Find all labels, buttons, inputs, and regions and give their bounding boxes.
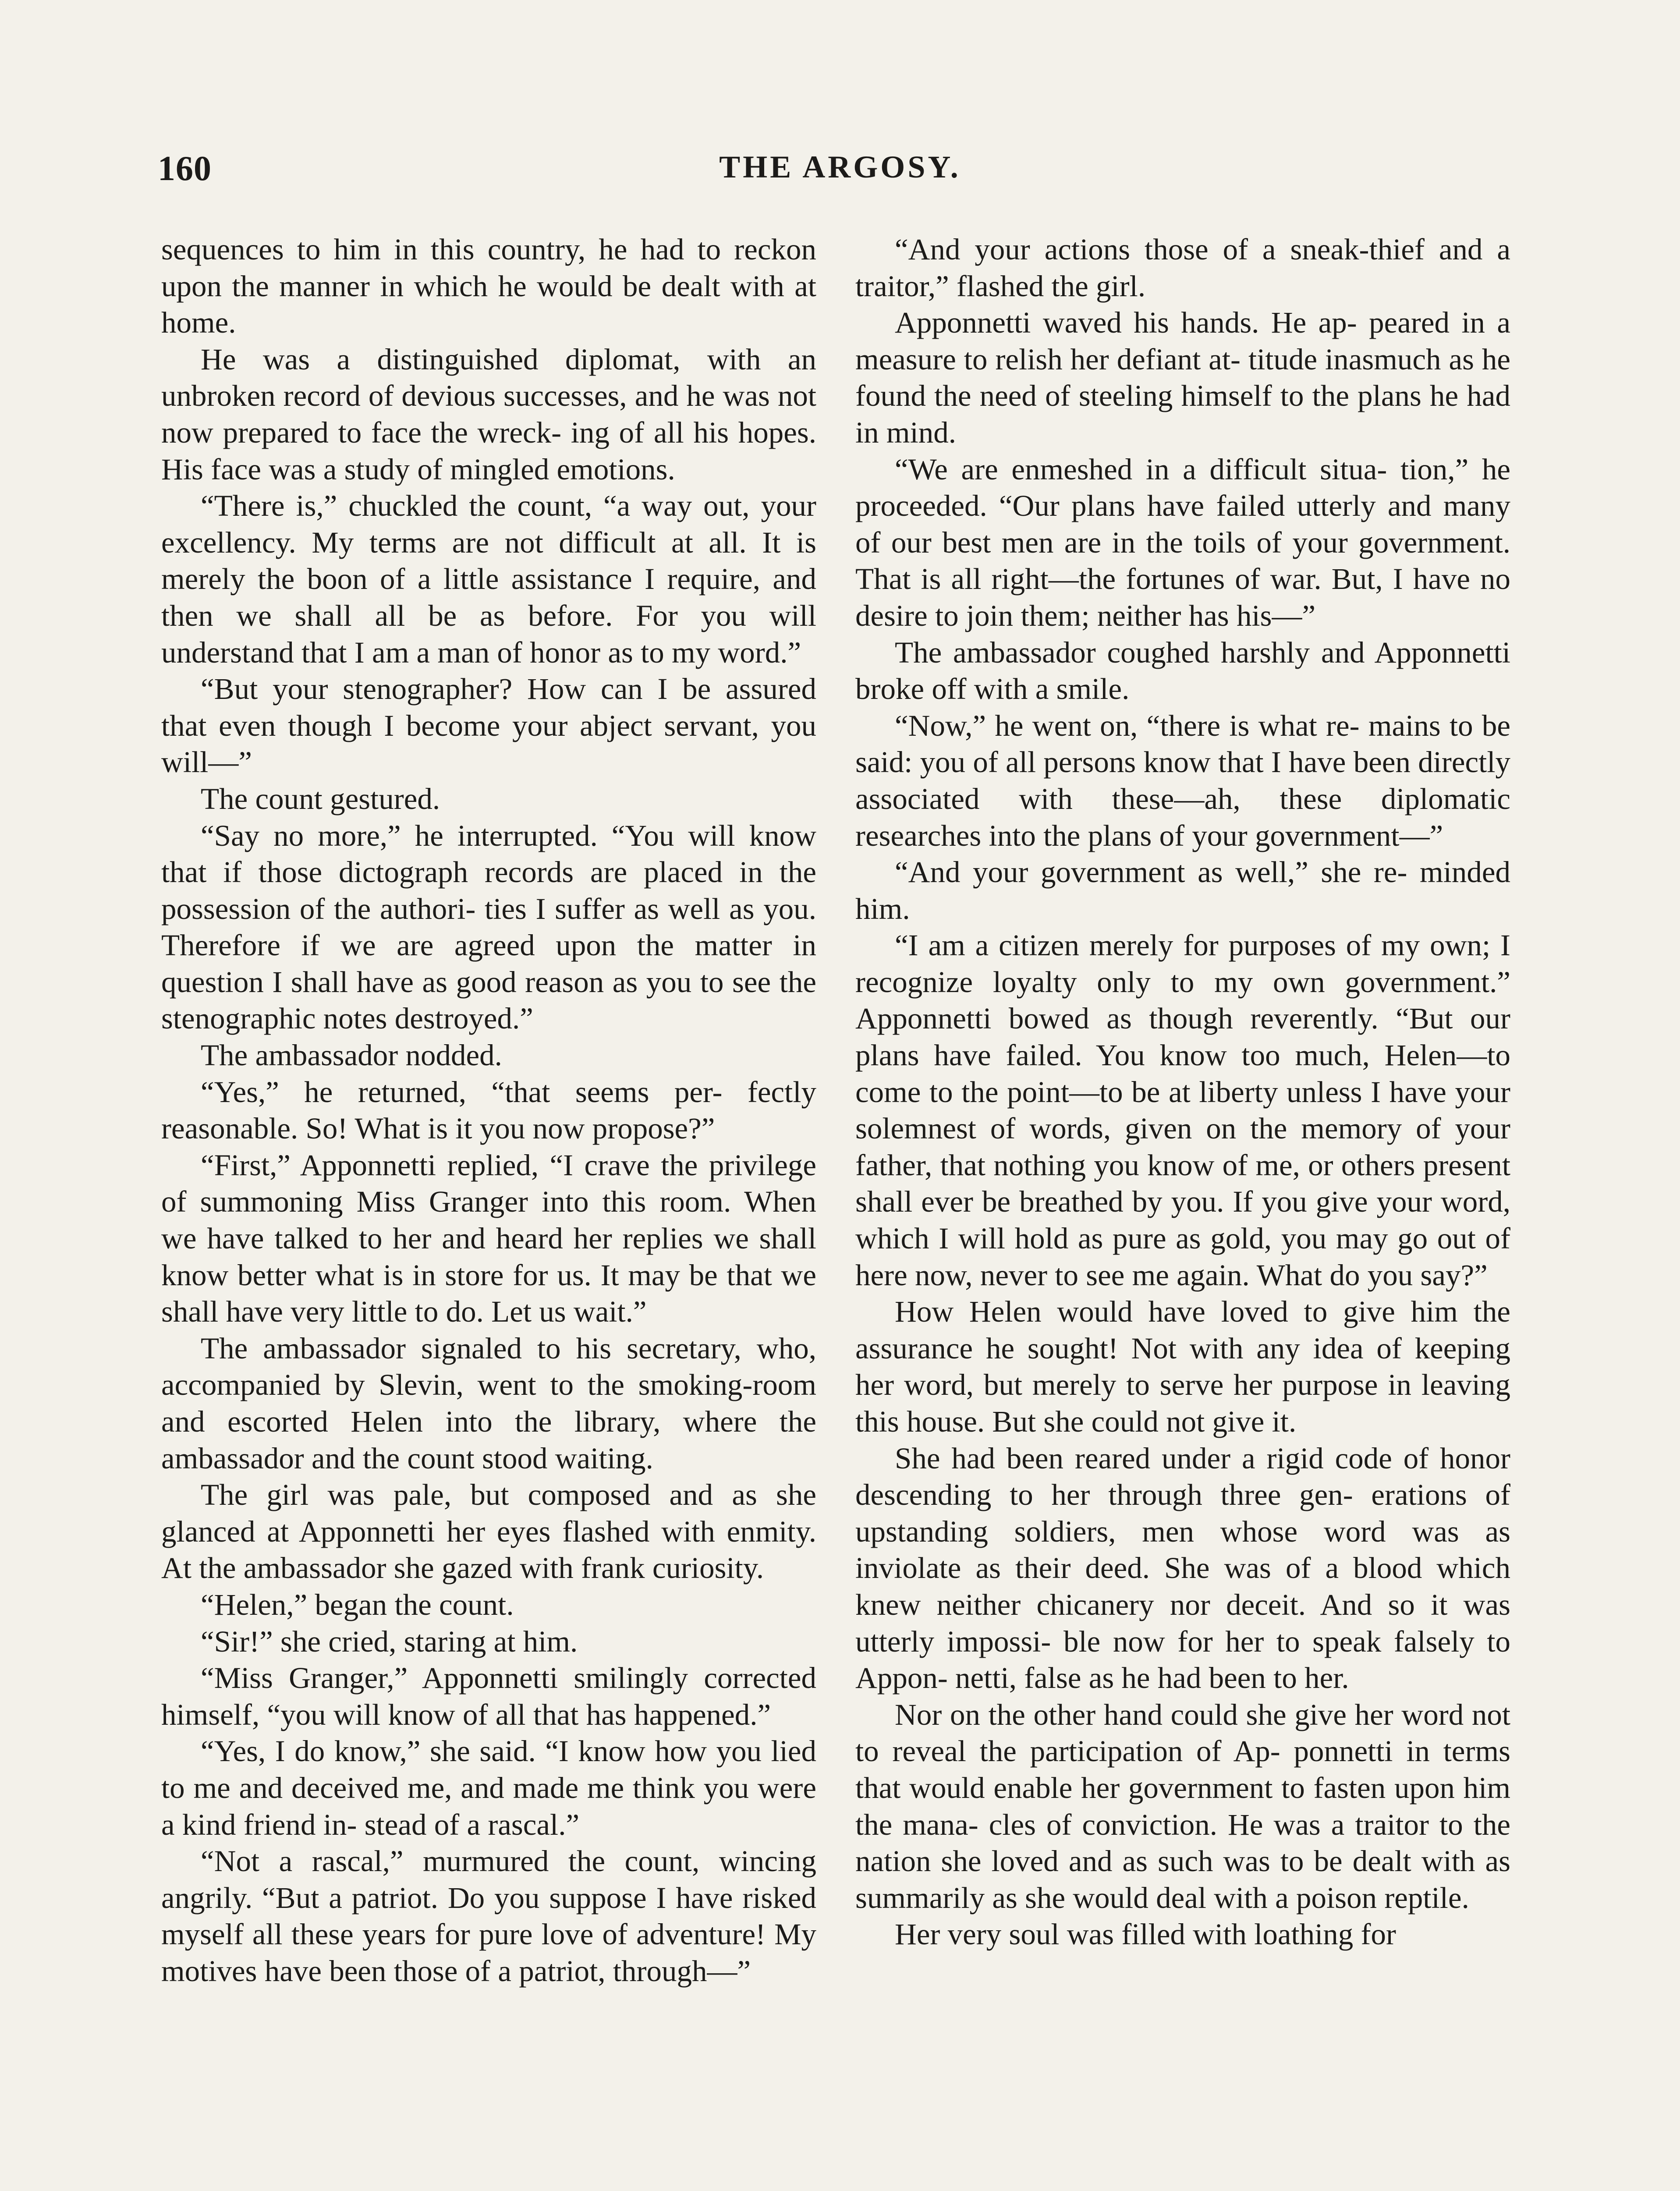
paragraph: He was a distinguished diplomat, with an unbroken record of devious successes, and he was not now prepared to face the wreck- ing of all his hopes. His face was a study of mingled emotions. <box>161 342 816 486</box>
paragraph: “We are enmeshed in a difficult situa- tion,” he proceeded. “Our plans have failed utterly and many of our best men are in the toils of your government. That is all right—the fortunes of war. But, I have no desire to join them; neither has his—” <box>855 452 1510 632</box>
left-column <box>161 231 816 2191</box>
paragraph: The ambassador signaled to his secretary, who, accompanied by Slevin, went to the smoking-room and escorted Helen into the library, where the ambassador and the count stood waiting. <box>161 1331 816 1475</box>
paragraph: “And your actions those of a sneak-thief and a traitor,” flashed the girl. <box>855 233 1510 303</box>
paragraph: “Sir!” she cried, staring at him. <box>201 1624 578 1658</box>
paragraph: “Yes,” he returned, “that seems per- fectly reasonable. So! What is it you now propose?” <box>161 1075 816 1145</box>
paragraph: The girl was pale, but composed and as she glanced at Apponnetti her eyes flashed with enmity. At the ambassador she gazed with frank curiosity. <box>161 1478 816 1585</box>
running-title: THE ARGOSY. <box>719 149 961 184</box>
paragraph: “Now,” he went on, “there is what re- mains to be said: you of all persons know that I have been directly associated with these—ah, these diplomatic researches into the plans of your government—” <box>855 709 1510 852</box>
paragraph: The ambassador coughed harshly and Apponnetti broke off with a smile. <box>855 635 1510 706</box>
paragraph: Apponnetti waved his hands. He ap- peared in a measure to relish her defiant at- titude inasmuch as he found the need of steeling himself to the plans he had in mind. <box>855 306 1510 449</box>
paragraph: Nor on the other hand could she give her word not to reveal the participation of Ap- ponnetti in terms that would enable her government to fasten upon him the mana- cles of conviction. He was a traitor to the nation she loved and as such was to be dealt with as summarily as she would deal with a poison reptile. <box>855 1698 1510 1914</box>
right-column <box>855 231 1510 2191</box>
paragraph: “First,” Apponnetti replied, “I crave the privilege of summoning Miss Granger into this room. When we have talked to her and heard her replies we shall know better what is in store for us. It may be that we shall have very little to do. Let us wait.” <box>161 1148 816 1329</box>
paragraph: “And your government as well,” she re- minded him. <box>855 855 1510 925</box>
paragraph: “But your stenographer? How can I be assured that even though I become your abject servant, you will—” <box>161 672 816 779</box>
paragraph: “Miss Granger,” Apponnetti smilingly corrected himself, “you will know of all that has happened.” <box>161 1661 816 1731</box>
paragraph: She had been reared under a rigid code of honor descending to her through three gen- erations of upstanding soldiers, men whose word was as inviolate as their deed. She was of a blood which knew neither chicanery nor deceit. And so it was utterly impossi- ble now for her to speak falsely to Appon- netti, false as he had been to her. <box>855 1441 1510 1695</box>
paragraph: The ambassador nodded. <box>201 1039 502 1072</box>
paragraph: “There is,” chuckled the count, “a way out, your excellency. My terms are not difficult at all. It is merely the boon of a little assistance I require, and then we shall all be as before. For you will understand that I am a man of honor as to my word.” <box>161 489 816 669</box>
paragraph: “Say no more,” he interrupted. “You will know that if those dictograph records are placed in the possession of the authori- ties I suffer as well as you. Therefore if we are agreed upon the matter in question I shall have as good reason as you to see the stenographic notes destroyed.” <box>161 819 816 1035</box>
paragraph: “Not a rascal,” murmured the count, wincing angrily. “But a patriot. Do you suppose I have risked myself all these years for pure love of adventure! My motives have been those of a patriot, through—” <box>161 1844 816 1988</box>
paragraph: “I am a citizen merely for purposes of my own; I recognize loyalty only to my own government.” Apponnetti bowed as though reverently. “But our plans have failed. You know too much, Helen—to come to the point—to be at liberty unless I have your solemnest of words, given on the memory of your father, that nothing you know of me, or others present shall ever be breathed by you. If you give your word, which I will hold as pure as gold, you may go out of here now, never to see me again. What do you say?” <box>855 929 1510 1292</box>
paragraph: How Helen would have loved to give him the assurance he sought! Not with any idea of keeping her word, but merely to serve her purpose in leaving this house. But she could not give it. <box>855 1295 1510 1438</box>
paragraph: “Helen,” began the count. <box>201 1588 514 1621</box>
paragraph: Her very soul was filled with loathing for <box>895 1918 1396 1951</box>
paragraph: “Yes, I do know,” she said. “I know how you lied to me and deceived me, and made me think you were a kind friend in- stead of a rascal.” <box>161 1734 816 1841</box>
paragraph: The count gestured. <box>201 782 440 815</box>
paragraph: sequences to him in this country, he had to reckon upon the manner in which he would be dealt with at home. <box>161 233 816 340</box>
page-number: 160 <box>158 149 212 188</box>
